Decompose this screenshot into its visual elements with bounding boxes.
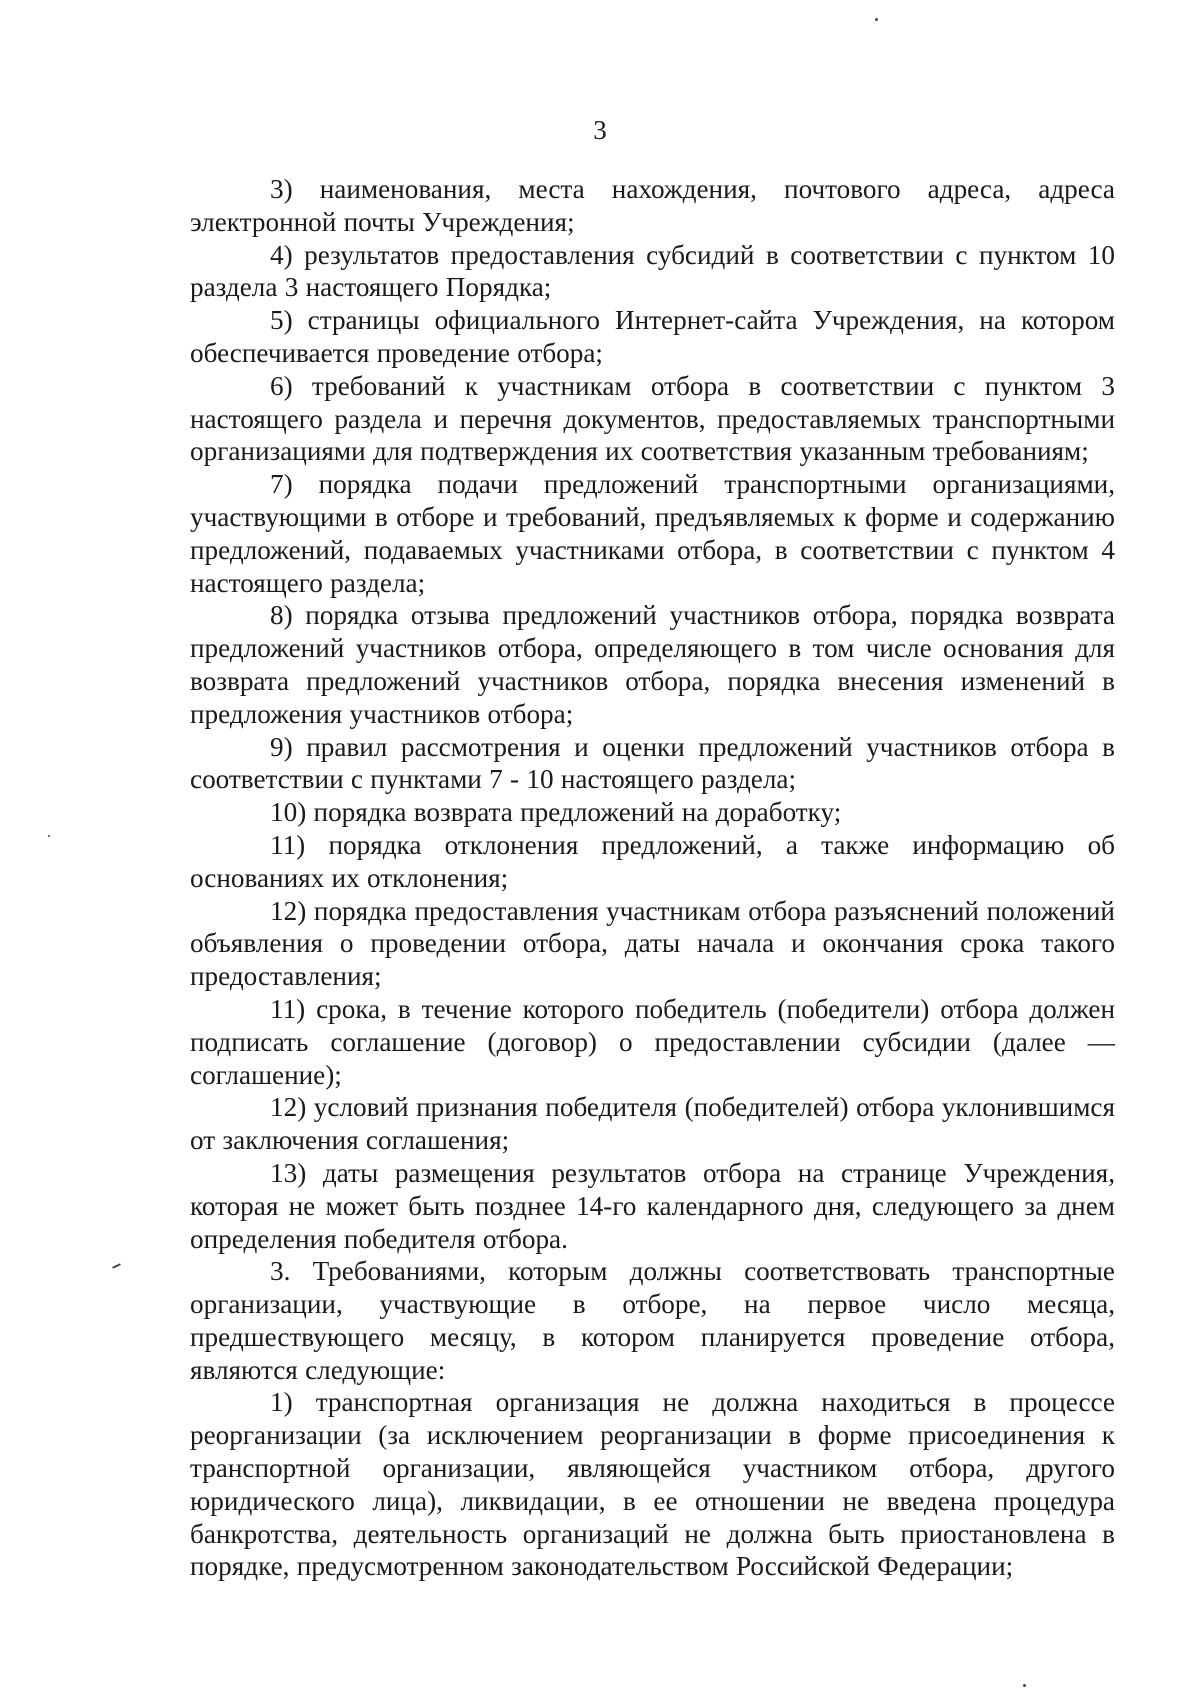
paragraph: 12) условий признания победителя (победителей) отбора уклонившимся от заключения соглашения; — [190, 1092, 1115, 1156]
paragraph: 7) порядка подачи предложений транспортными организациями, участвующими в отборе и требований, предъявляемых к форме и содержанию предложений, подаваемых участниками отбора, в соответствии с пунктом 4 настоящего раздела; — [190, 469, 1115, 598]
paragraph: 5) страницы официального Интернет-сайта Учреждения, на котором обеспечивается проведение отбора; — [190, 305, 1115, 368]
paragraph: 8) порядка отзыва предложений участников отбора, порядка возврата предложений участников отбора, определяющего в том числе основания для возврата предложений участников отбора, порядка внесения изменений в предложения участников отбора; — [190, 600, 1115, 729]
paragraph: 4) результатов предоставления субсидий в соответствии с пунктом 10 раздела 3 настоящего Порядка; — [190, 239, 1115, 303]
paragraph: 9) правил рассмотрения и оценки предложений участников отбора в соответствии с пунктами 7 - 10 настоящего раздела; — [190, 731, 1115, 795]
paragraph: 10) порядка возврата предложений на доработку; — [270, 797, 842, 828]
scan-speck — [1023, 1684, 1026, 1687]
paragraph: 11) порядка отклонения предложений, а также информацию об основаниях их отклонения; — [190, 829, 1115, 893]
paragraph: 12) порядка предоставления участникам отбора разъяснений положений объявления о проведении отбора, даты начала и окончания срока такого предоставления; — [190, 895, 1115, 992]
paragraph: 13) даты размещения результатов отбора на странице Учреждения, которая не может быть позднее 14-го календарного дня, следующего за днем определения победителя отбора. — [190, 1157, 1115, 1254]
scan-speck — [875, 18, 878, 21]
paragraph: 11) срока, в течение которого победитель (победители) отбора должен подписать соглашение (договор) о предоставлении субсидии (далее — соглашение); — [190, 993, 1115, 1090]
paragraph: 1) транспортная организация не должна находиться в процессе реорганизации (за исключением реорганизации в форме присоединения к транспортной организации, являющейся участником отбора, другого юридического лица), ликвидации, в ее отношении не введена процедура банкротства, деятельность организаций не должна быть приостановлена в порядке, предусмотренном законодательством Российской Федерации; — [190, 1387, 1115, 1582]
page-number: 3 — [593, 115, 607, 145]
paragraph: 3. Требованиями, которым должны соответствовать транспортные организации, участвующие в отборе, на первое число месяца, предшествующего месяцу, в котором планируется проведение отбора, являются следующие: — [190, 1256, 1115, 1385]
paragraph: 3) наименования, места нахождения, почтового адреса, адреса электронной почты Учреждения; — [190, 174, 1115, 237]
scan-speck — [48, 835, 50, 837]
scan-speck — [112, 1263, 121, 1269]
document-body — [190, 173, 1115, 1583]
paragraph: 6) требований к участникам отбора в соответствии с пунктом 3 настоящего раздела и перечня документов, предоставляемых транспортными организациями для подтверждения их соответствия указанным требованиям; — [190, 370, 1115, 467]
